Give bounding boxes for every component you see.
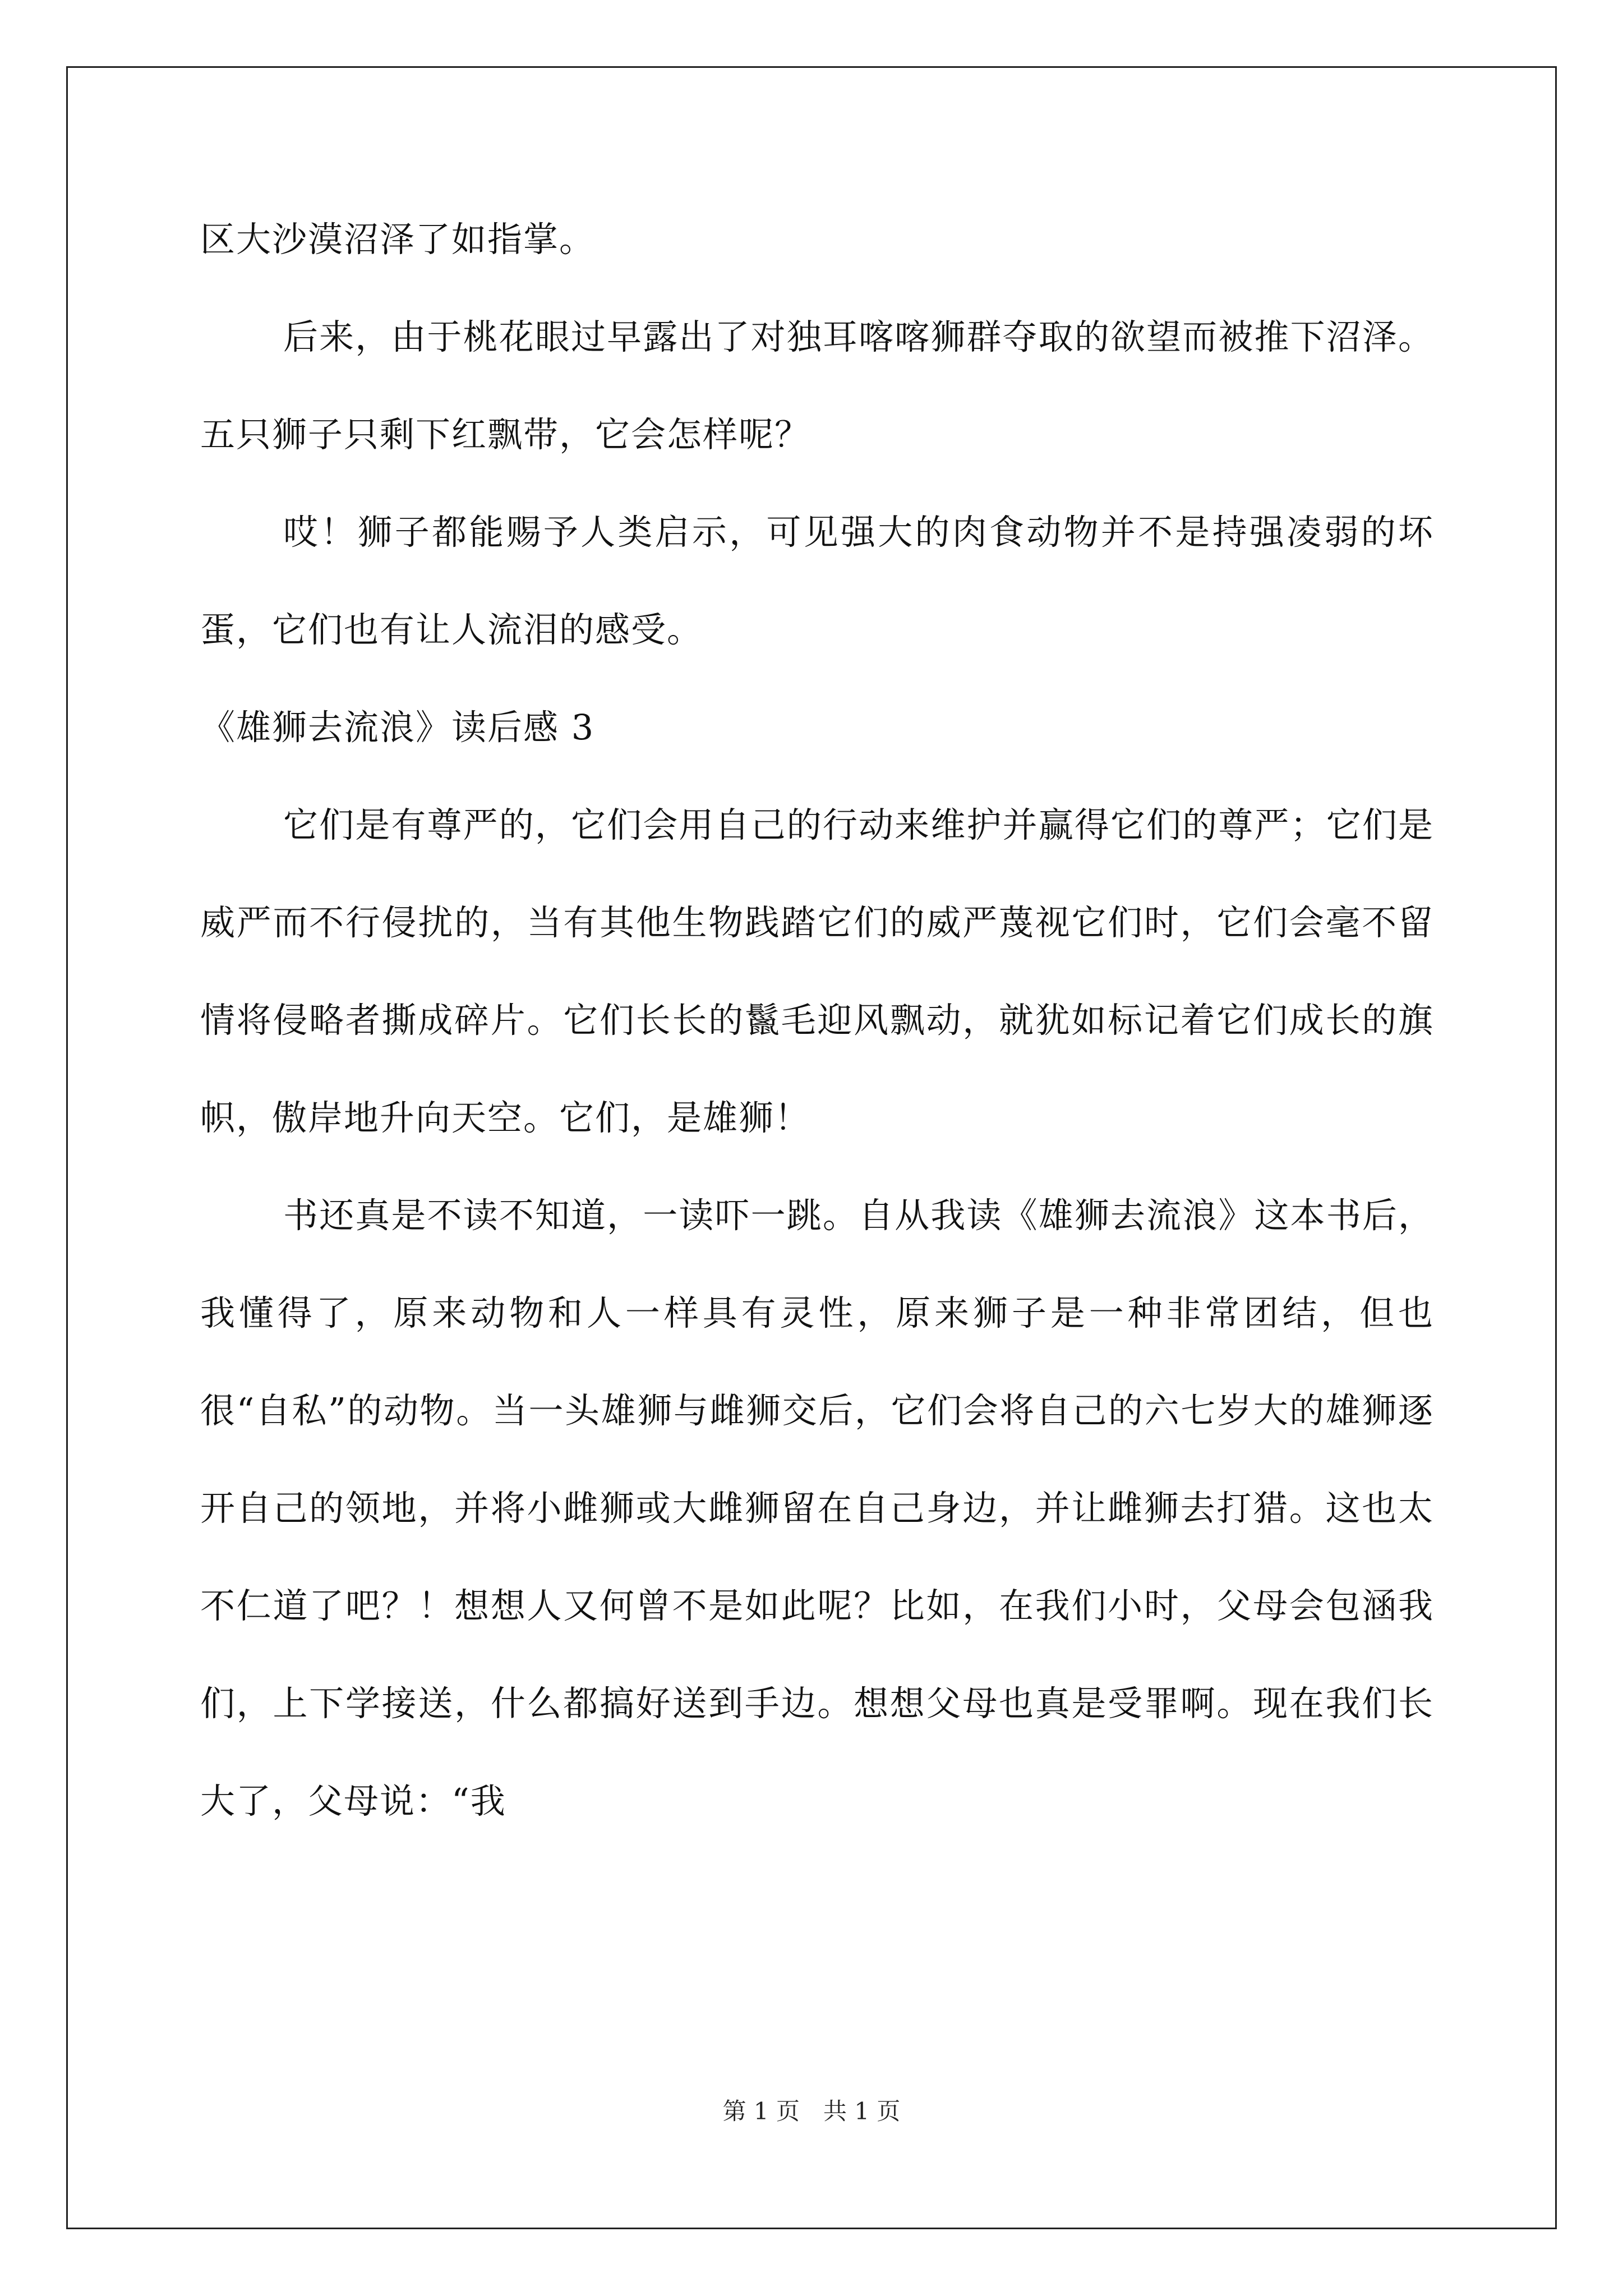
paragraph: 书还真是不读不知道，一读吓一跳。自从我读《雄狮去流浪》这本书后，我懂得了，原来动物和人一样具有灵性，原来狮子是一种非常团结，但也很“自私”的动物。当一头雄狮与雌狮交后，它们会将自己的六七岁大的雄狮逐开自己的领地，并将小雌狮或大雌狮留在自己身边，并让雌狮去打猎。这也太不仁道了吧？！想想人又何曾不是如此呢？比如，在我们小时，父母会包涵我们，上下学接送，什么都搞好送到手边。想想父母也真是受罪啊。现在我们长大了，父母说：“我 [200, 1195, 1434, 1821]
page-footer: 第 1 页 共 1 页 [722, 2097, 901, 2125]
paragraph-continuation: 区大沙漠沼泽了如指掌。 [200, 219, 596, 260]
paragraph: 后来，由于桃花眼过早露出了对独耳喀喀狮群夺取的欲望而被推下沼泽。五只狮子只剩下红飘带，它会怎样呢？ [200, 316, 1434, 455]
document-body [200, 191, 1434, 1850]
paragraph: 它们是有尊严的，它们会用自己的行动来维护并赢得它们的尊严；它们是威严而不行侵扰的，当有其他生物践踏它们的威严蔑视它们时，它们会毫不留情将侵略者撕成碎片。它们长长的鬣毛迎风飘动，就犹如标记着它们成长的旗帜，傲岸地升向天空。它们，是雄狮！ [200, 804, 1434, 1138]
section-heading: 《雄狮去流浪》读后感 3 [200, 707, 595, 748]
paragraph: 哎！狮子都能赐予人类启示，可见强大的肉食动物并不是持强凌弱的坏蛋，它们也有让人流泪的感受。 [200, 512, 1434, 650]
